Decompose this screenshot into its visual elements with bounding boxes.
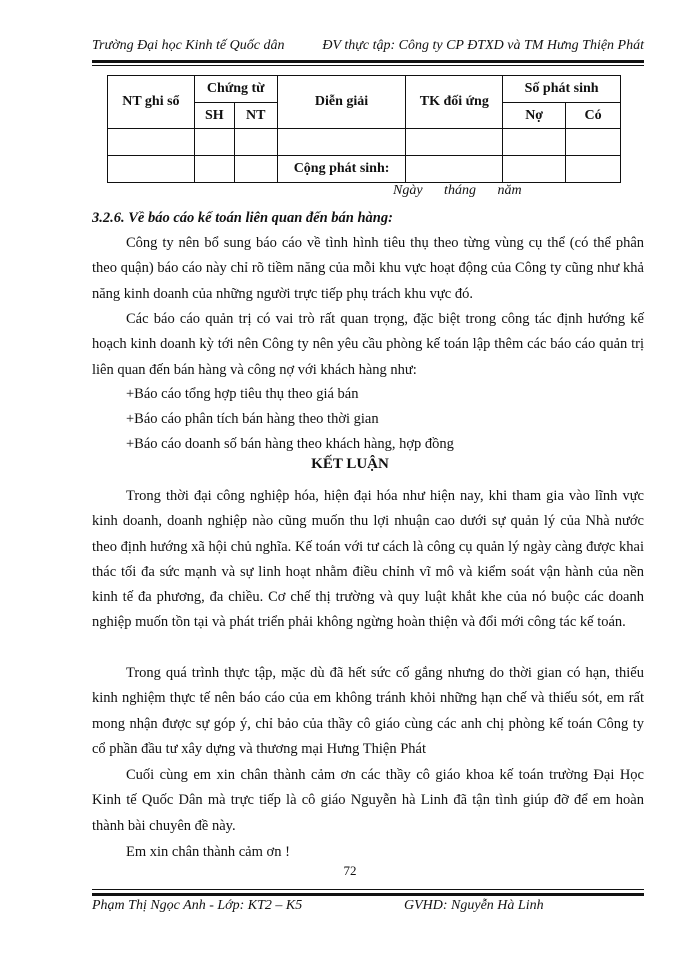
header-rule <box>92 60 644 63</box>
col-header-tk-doi-ung: TK đối ứng <box>406 76 503 129</box>
col-header-chung-tu: Chứng từ <box>194 76 277 103</box>
bullet-item: +Báo cáo tổng hợp tiêu thụ theo giá bán <box>126 386 359 402</box>
header-rule-thin <box>92 65 644 66</box>
header-internship-unit: ĐV thực tập: Công ty CP ĐTXD và TM Hưng Thiện Phát <box>322 38 644 53</box>
col-header-nt: NT <box>234 103 277 129</box>
col-header-sh: SH <box>194 103 234 129</box>
paragraph-text: Công ty nên bổ sung báo cáo về tình hình tiêu thụ theo từng vùng cụ thể (có thể phân theo quận) báo cáo này chỉ rõ tiềm năng của mỗi khu vực hoạt động của Công ty cũng như khả năng kinh doanh của những người trực tiếp phụ trách khu vực đó. <box>92 235 644 302</box>
col-header-so-phat-sinh: Số phát sinh <box>503 76 621 103</box>
paragraph <box>92 661 644 762</box>
section-heading: 3.2.6. Về báo cáo kế toán liên quan đến bán hàng: <box>92 210 393 226</box>
paragraph-text: Các báo cáo quản trị có vai trò rất quan trọng, đặc biệt trong công tác định hướng kế hoạch kinh doanh kỳ tới nên Công ty nên yêu cầu phòng kế toán lập thêm các báo cáo quản trị liên quan đến bán hàng và công nợ với khách hàng như: <box>92 311 644 378</box>
paragraph-text: Em xin chân thành cảm ơn ! <box>126 844 290 860</box>
paragraph <box>92 307 644 383</box>
page-number: 72 <box>343 863 357 878</box>
footer-student: Phạm Thị Ngọc Anh - Lớp: KT2 – K5 <box>92 898 303 913</box>
col-header-nt-ghi-so: NT ghi sổ <box>108 76 195 129</box>
table-total-row <box>108 156 621 183</box>
ledger-table <box>107 75 621 183</box>
date-line: Ngày tháng năm <box>393 183 522 198</box>
conclusion-title: KẾT LUẬN <box>311 456 389 472</box>
paragraph-text: Trong thời đại công nghiệp hóa, hiện đại hóa như hiện nay, khi tham gia vào lĩnh vực kinh doanh, doanh nghiệp nào cũng muốn thu lợi nhuận cao dưới sự quản lý của Nhà nước theo định hướng xã hội chủ nghĩa. Kế toán với tư cách là công cụ quản lý ngày càng được khai thác tối đa sức mạnh và sự linh hoạt nhằm điều chỉnh vĩ mô và kiểm soát vận hành của nền kinh tế đa phương, đa chiều. Cơ chế thị trường và quy luật khắt khe của nó buộc các doanh nghiệp muốn tồn tại và phát triển phải không ngừng hoàn thiện và đổi mới công tác kế toán. <box>92 488 644 631</box>
footer-rule-thin <box>92 889 644 890</box>
footer-rule <box>92 893 644 896</box>
table-row <box>108 129 621 156</box>
bullet-item: +Báo cáo doanh số bán hàng theo khách hàng, hợp đồng <box>126 436 454 452</box>
paragraph-text: Trong quá trình thực tập, mặc dù đã hết sức cố gắng nhưng do thời gian có hạn, thiếu kinh nghiệm thực tế nên báo cáo của em không tránh khỏi những hạn chế và thiếu sót, em rất mong nhận được sự góp ý, chỉ bảo của thầy cô giáo cùng các anh chị phòng kế toán Công ty cổ phần đầu tư xây dựng và thương mại Hưng Thiện Phát <box>92 665 644 757</box>
paragraph <box>92 231 644 307</box>
col-header-co: Có <box>566 103 621 129</box>
paragraph <box>92 840 644 865</box>
col-header-dien-giai: Diễn giải <box>277 76 406 129</box>
col-header-no: Nợ <box>503 103 566 129</box>
header-school: Trường Đại học Kinh tế Quốc dân <box>92 38 285 53</box>
paragraph <box>92 484 644 636</box>
paragraph <box>92 763 644 839</box>
total-label: Cộng phát sinh: <box>277 156 406 183</box>
paragraph-text: Cuối cùng em xin chân thành cảm ơn các thầy cô giáo khoa kế toán trường Đại Học Kinh tế Quốc Dân mà trực tiếp là cô giáo Nguyễn hà Linh đã tận tình giúp đỡ để em hoàn thành bài chuyên đề này. <box>92 767 644 834</box>
footer-supervisor: GVHD: Nguyễn Hà Linh <box>404 898 544 913</box>
bullet-item: +Báo cáo phân tích bán hàng theo thời gian <box>126 411 379 427</box>
